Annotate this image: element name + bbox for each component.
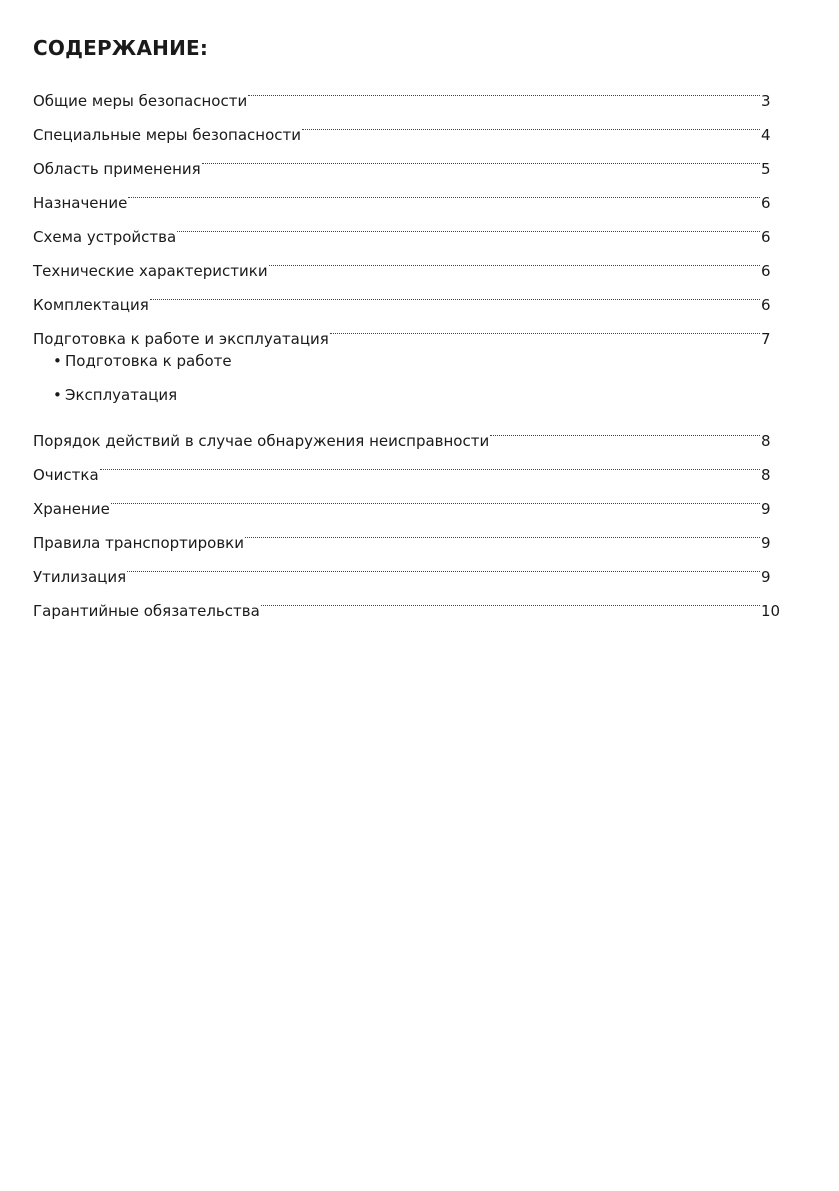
toc-entry-label: Назначение <box>33 194 128 212</box>
toc-entry-label: Общие меры безопасности <box>33 92 248 110</box>
toc-leader-dots <box>248 72 760 106</box>
toc-entry-label: Подготовка к работе и эксплуатация <box>33 330 329 348</box>
toc-entry-page: 6 <box>761 194 771 212</box>
toc-entry-label: Область применения <box>33 160 201 178</box>
toc-entry-label: Гарантийные обязательства <box>33 602 260 620</box>
toc-entry-page: 5 <box>761 160 771 178</box>
bullet-icon: • <box>53 352 62 370</box>
toc-leader-dots <box>202 140 760 174</box>
toc-entry-warranty <box>33 582 783 620</box>
toc-leader-dots <box>261 582 760 616</box>
toc-page <box>33 34 783 620</box>
toc-entry-label: Комплектация <box>33 296 149 314</box>
toc-leader-dots <box>177 208 760 242</box>
toc-title: СОДЕРЖАНИЕ: <box>33 36 209 60</box>
toc-entry-label: Хранение <box>33 500 110 518</box>
toc-subentry-label: Эксплуатация <box>65 386 178 404</box>
toc-leader-dots <box>245 514 760 548</box>
toc-entry-page: 10 <box>761 602 781 620</box>
toc-entry-purpose <box>33 174 783 212</box>
toc-leader-dots <box>269 242 760 276</box>
toc-subentry-label: Подготовка к работе <box>65 352 232 370</box>
toc-leader-dots <box>128 174 760 208</box>
toc-entry-page: 9 <box>761 534 771 552</box>
toc-entry-page: 6 <box>761 262 771 280</box>
toc-entry-label: Технические характеристики <box>33 262 268 280</box>
toc-leader-dots <box>111 480 760 514</box>
toc-entry-page: 3 <box>761 92 771 110</box>
toc-entry-cleaning <box>33 446 783 484</box>
toc-entry-page: 8 <box>761 432 771 450</box>
toc-entry-device-scheme <box>33 208 783 246</box>
toc-entry-page: 7 <box>761 330 771 348</box>
toc-entry-general-safety <box>33 72 783 110</box>
toc-entry-page: 8 <box>761 466 771 484</box>
toc-entry-page: 6 <box>761 228 771 246</box>
toc-entry-label: Утилизация <box>33 568 127 586</box>
toc-entry-troubleshooting <box>33 412 783 450</box>
toc-leader-dots <box>302 106 760 140</box>
toc-entry-label: Порядок действий в случае обнаружения неисправности <box>33 432 490 450</box>
toc-leader-dots <box>127 548 760 582</box>
toc-subentry-preparation <box>33 344 783 378</box>
toc-leader-dots <box>100 446 760 480</box>
toc-entry-label: Схема устройства <box>33 228 177 246</box>
toc-leader-dots <box>490 412 760 446</box>
toc-entry-page: 4 <box>761 126 771 144</box>
toc-entry-label: Правила транспортировки <box>33 534 244 552</box>
toc-entry-page: 9 <box>761 500 771 518</box>
bullet-icon: • <box>53 386 62 404</box>
toc-entry-storage <box>33 480 783 518</box>
toc-entry-disposal <box>33 548 783 586</box>
toc-subentry-operation <box>33 378 783 412</box>
toc-entry-page: 9 <box>761 568 771 586</box>
toc-entry-label: Специальные меры безопасности <box>33 126 302 144</box>
toc-leader-dots <box>330 310 760 344</box>
toc-list <box>33 72 783 620</box>
toc-entry-label: Очистка <box>33 466 99 484</box>
toc-entry-page: 6 <box>761 296 771 314</box>
toc-entry-transport <box>33 514 783 552</box>
toc-leader-dots <box>150 276 760 310</box>
